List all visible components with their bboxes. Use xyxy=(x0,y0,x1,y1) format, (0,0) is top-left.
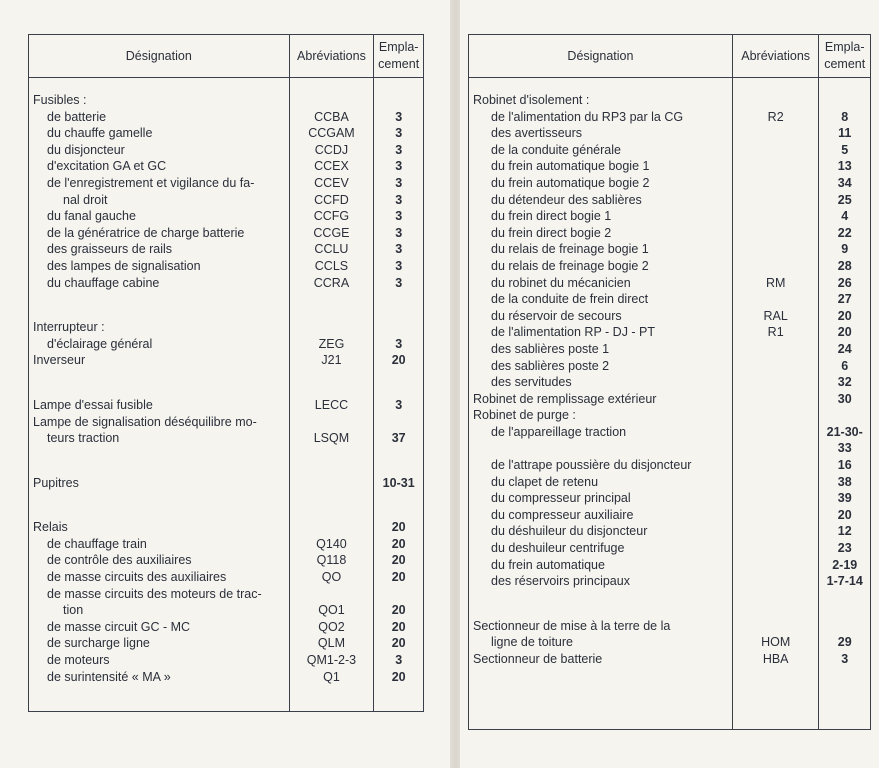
table-row: du relais de freinage bogie 1 9 xyxy=(469,241,871,258)
section-title-purge: Robinet de purge : xyxy=(469,407,871,424)
header-abbreviations: Abréviations xyxy=(289,35,374,78)
table-row: du frein direct bogie 2 22 xyxy=(469,225,871,242)
table-row: de masse circuits des moteurs de trac- xyxy=(29,586,424,603)
table-row: de l'alimentation du RP3 par la CG R2 8 xyxy=(469,109,871,126)
section-title-relais: Relais 20 xyxy=(29,519,424,536)
table-row: des lampes de signalisation CCLS 3 xyxy=(29,258,424,275)
section-title-interrupteur: Interrupteur : xyxy=(29,319,424,336)
table-row: de l'alimentation RP - DJ - PT R1 20 xyxy=(469,324,871,341)
table-row: Lampe de signalisation déséquilibre mo- xyxy=(29,414,424,431)
table-row: des graisseurs de rails CCLU 3 xyxy=(29,241,424,258)
table-row: du détendeur des sablières 25 xyxy=(469,192,871,209)
header-designation: Désignation xyxy=(469,35,733,78)
table-row: du frein automatique bogie 2 34 xyxy=(469,175,871,192)
table-row: teurs traction LSQM 37 xyxy=(29,430,424,447)
table-row: du compresseur auxiliaire 20 xyxy=(469,507,871,524)
table-row: du deshuileur centrifuge 23 xyxy=(469,540,871,557)
table-row: du chauffe gamelle CCGAM 3 xyxy=(29,125,424,142)
table-row: de moteurs QM1-2-3 3 xyxy=(29,652,424,669)
table-row: du relais de freinage bogie 2 28 xyxy=(469,258,871,275)
table-row: du chauffage cabine CCRA 3 xyxy=(29,275,424,292)
table-row: de masse circuits des auxiliaires QO 20 xyxy=(29,569,424,586)
table-row: des avertisseurs 11 xyxy=(469,125,871,142)
table-row: de la génératrice de charge batterie CCGE 3 xyxy=(29,225,424,242)
table-row: des sablières poste 1 24 xyxy=(469,341,871,358)
table-row: ligne de toiture HOM 29 xyxy=(469,634,871,651)
right-table xyxy=(468,34,871,730)
table-row: du frein automatique 2-19 xyxy=(469,557,871,574)
table-row: Sectionneur de batterie HBA 3 xyxy=(469,651,871,668)
table-row: du réservoir de secours RAL 20 xyxy=(469,308,871,325)
table-row: d'éclairage général ZEG 3 xyxy=(29,336,424,353)
left-table-header xyxy=(29,35,424,78)
table-row: Lampe d'essai fusible LECC 3 xyxy=(29,397,424,414)
header-designation: Désignation xyxy=(29,35,290,78)
table-row: de surintensité « MA » Q1 20 xyxy=(29,669,424,686)
table-row: du frein direct bogie 1 4 xyxy=(469,208,871,225)
header-abbreviations: Abréviations xyxy=(732,35,819,78)
table-row: du robinet du mécanicien RM 26 xyxy=(469,275,871,292)
section-title-fusibles: Fusibles : xyxy=(29,92,424,109)
table-row: Pupitres 10-31 xyxy=(29,475,424,492)
table-row: de l'attrape poussière du disjoncteur 16 xyxy=(469,457,871,474)
table-row: de contrôle des auxiliaires Q118 20 xyxy=(29,552,424,569)
table-row: du fanal gauche CCFG 3 xyxy=(29,208,424,225)
table-row: du frein automatique bogie 1 13 xyxy=(469,158,871,175)
table-row: du clapet de retenu 38 xyxy=(469,474,871,491)
right-page xyxy=(460,0,879,768)
table-row: du compresseur principal 39 xyxy=(469,490,871,507)
table-row: de la conduite de frein direct 27 xyxy=(469,291,871,308)
header-location: Empla- cement xyxy=(374,35,424,78)
header-location: Empla- cement xyxy=(819,35,871,78)
table-row: de batterie CCBA 3 xyxy=(29,109,424,126)
table-row: du disjoncteur CCDJ 3 xyxy=(29,142,424,159)
table-row: Robinet de remplissage extérieur 30 xyxy=(469,391,871,408)
table-row: de surcharge ligne QLM 20 xyxy=(29,635,424,652)
section-title-isolement: Robinet d'isolement : xyxy=(469,92,871,109)
table-row: nal droit CCFD 3 xyxy=(29,192,424,209)
table-row: Sectionneur de mise à la terre de la xyxy=(469,618,871,635)
table-row: d'excitation GA et GC CCEX 3 xyxy=(29,158,424,175)
table-row: de la conduite générale 5 xyxy=(469,142,871,159)
table-row: du déshuileur du disjoncteur 12 xyxy=(469,523,871,540)
left-table xyxy=(28,34,424,712)
table-row: Inverseur J21 20 xyxy=(29,352,424,369)
table-row: des servitudes 32 xyxy=(469,374,871,391)
right-table-header xyxy=(469,35,871,78)
table-row: de l'enregistrement et vigilance du fa- CCEV 3 xyxy=(29,175,424,192)
table-row: des sablières poste 2 6 xyxy=(469,358,871,375)
table-row: de masse circuit GC - MC QO2 20 xyxy=(29,619,424,636)
table-row: de l'appareillage traction 21-30-33 xyxy=(469,424,871,457)
table-row: de chauffage train Q140 20 xyxy=(29,536,424,553)
table-row: tion QO1 20 xyxy=(29,602,424,619)
table-row: des réservoirs principaux 1-7-14 xyxy=(469,573,871,590)
